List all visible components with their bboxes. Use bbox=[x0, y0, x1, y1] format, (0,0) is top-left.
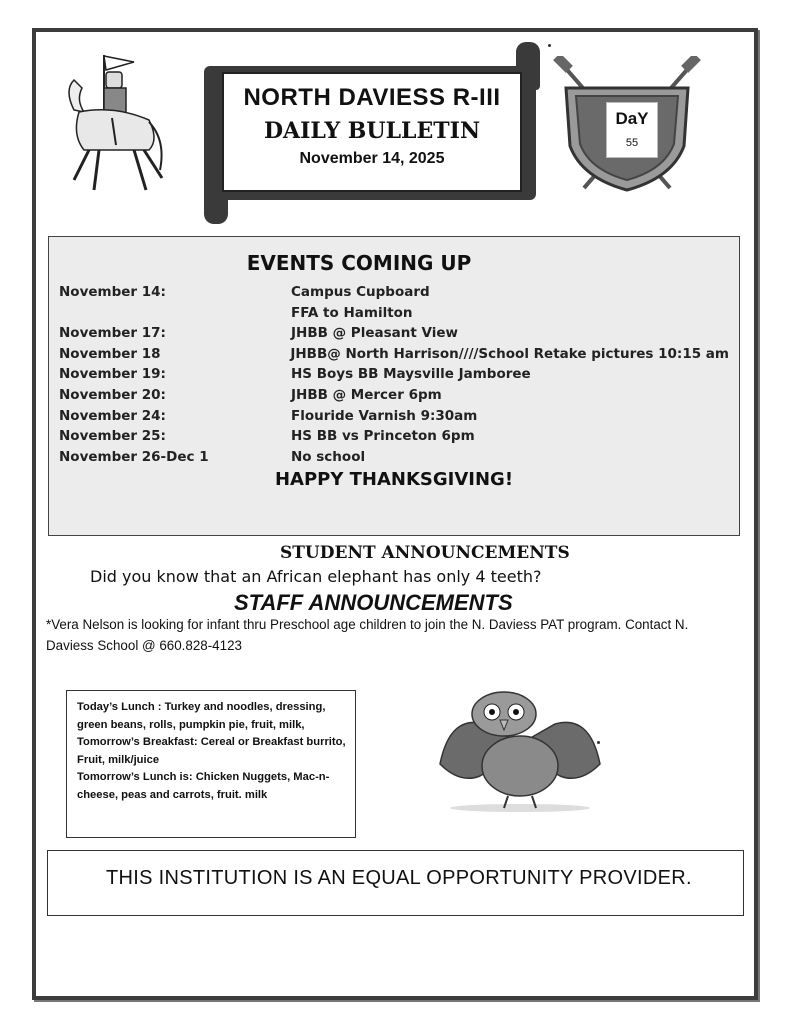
day-label: DaY bbox=[615, 109, 649, 128]
event-row bbox=[59, 447, 729, 468]
tomorrows-breakfast: Tomorrow’s Breakfast: Cereal or Breakfast burrito, Fruit, milk/juice bbox=[77, 736, 346, 766]
happy-thanksgiving: HAPPY THANKSGIVING! bbox=[274, 469, 514, 490]
tomorrows-lunch: Tomorrow’s Lunch is: Chicken Nuggets, Mac-n-cheese, peas and carrots, fruit. milk bbox=[77, 771, 330, 801]
event-row bbox=[59, 385, 729, 406]
day-number: 55 bbox=[625, 137, 639, 149]
lunch-menu-box bbox=[66, 690, 356, 838]
event-row bbox=[59, 406, 729, 427]
knight-on-horse-icon bbox=[54, 50, 174, 200]
events-title: EVENTS COMING UP bbox=[246, 251, 472, 275]
equal-opportunity-statement: THIS INSTITUTION IS AN EQUAL OPPORTUNITY PROVIDER. bbox=[106, 867, 692, 889]
event-row bbox=[59, 344, 729, 365]
event-description: JHBB @ Mercer 6pm bbox=[291, 386, 442, 403]
event-description: Flouride Varnish 9:30am bbox=[291, 407, 478, 424]
event-description: HS Boys BB Maysville Jamboree bbox=[291, 366, 531, 383]
event-description: JHBB @ Pleasant View bbox=[291, 325, 458, 342]
events-section bbox=[48, 236, 740, 536]
event-row bbox=[59, 323, 729, 344]
event-description: FFA to Hamilton bbox=[291, 304, 413, 321]
bulletin-title: DAILY BULLETIN bbox=[263, 118, 481, 144]
event-date: November 14: bbox=[59, 284, 166, 300]
bulletin-date: November 14, 2025 bbox=[299, 150, 445, 167]
event-date: November 20: bbox=[59, 386, 166, 403]
staff-announcement-text: *Vera Nelson is looking for infant thru Preschool age children to join the N. Daviess PAT program. Contact N. Daviess School @ 660.828-4123 bbox=[46, 617, 689, 653]
student-announcements-heading: STUDENT ANNOUNCEMENTS bbox=[280, 543, 570, 563]
event-date: November 24: bbox=[59, 407, 166, 424]
event-row bbox=[59, 364, 729, 385]
lunch-menu-text bbox=[77, 699, 347, 804]
event-date bbox=[59, 303, 291, 324]
event-row bbox=[59, 303, 729, 324]
title-banner bbox=[222, 72, 522, 192]
equal-opportunity-box bbox=[47, 850, 744, 916]
events-list bbox=[59, 282, 729, 467]
event-date: November 26-Dec 1 bbox=[59, 448, 209, 465]
event-row bbox=[59, 426, 729, 447]
event-description: JHBB@ North Harrison////School Retake pictures 10:15 am bbox=[290, 345, 729, 362]
event-date: November 25: bbox=[59, 428, 166, 445]
scan-speck bbox=[548, 44, 551, 47]
turkey-icon bbox=[430, 684, 610, 814]
event-date: November 18 bbox=[59, 345, 161, 362]
event-description: No school bbox=[291, 448, 366, 465]
event-description: HS BB vs Princeton 6pm bbox=[291, 428, 475, 445]
event-row bbox=[59, 282, 729, 303]
event-description: Campus Cupboard bbox=[291, 284, 430, 300]
event-date: November 19: bbox=[59, 366, 166, 383]
scan-speck bbox=[597, 741, 600, 744]
staff-announcements-heading: STAFF ANNOUNCEMENTS bbox=[234, 590, 513, 615]
day-counter bbox=[606, 102, 658, 158]
event-date: November 17: bbox=[59, 325, 166, 342]
todays-lunch: Today’s Lunch : Turkey and noodles, dressing, green beans, rolls, pumpkin pie, fruit, milk, bbox=[77, 701, 326, 731]
student-announcement-text: Did you know that an African elephant has only 4 teeth? bbox=[90, 567, 542, 586]
school-name: NORTH DAVIESS R-III bbox=[243, 84, 501, 111]
